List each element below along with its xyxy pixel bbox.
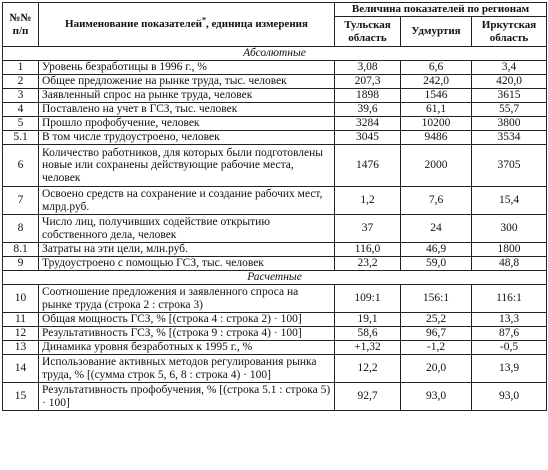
value-udmurtia: 24 [401,215,472,243]
row-number: 15 [3,383,39,411]
table-row [3,383,547,411]
row-number: 9 [3,257,39,271]
indicator-name: Динамика уровня безработных к 1995 г., % [39,341,335,355]
value-udmurtia: 46,9 [401,243,472,257]
value-tula: 3284 [335,117,401,131]
indicator-name: Число лиц, получивших содействие открытию собственного дела, человек [39,215,335,243]
value-udmurtia: 7,6 [401,187,472,215]
value-tula: +1,32 [335,341,401,355]
table-row [3,257,547,271]
row-number: 7 [3,187,39,215]
indicator-name: Освоено средств на сохранение и создание рабочих мест, млрд.руб. [39,187,335,215]
value-irkutsk: 300 [472,215,547,243]
value-irkutsk: 87,6 [472,327,547,341]
section-heading: Расчетные [3,271,547,285]
value-irkutsk: 93,0 [472,383,547,411]
footnote-mark: * [201,15,206,25]
table-row [3,145,547,187]
value-tula: 116,0 [335,243,401,257]
row-number: 6 [3,145,39,187]
value-tula: 58,6 [335,327,401,341]
value-udmurtia: 9486 [401,131,472,145]
indicator-name: Заявленный спрос на рынке труда, человек [39,89,335,103]
value-tula: 19,1 [335,313,401,327]
value-irkutsk: 3,4 [472,61,547,75]
value-udmurtia: 242,0 [401,75,472,89]
value-tula: 37 [335,215,401,243]
value-tula: 92,7 [335,383,401,411]
value-udmurtia: 93,0 [401,383,472,411]
row-number: 13 [3,341,39,355]
value-irkutsk: -0,5 [472,341,547,355]
row-number: 2 [3,75,39,89]
value-udmurtia: 25,2 [401,313,472,327]
value-irkutsk: 3705 [472,145,547,187]
table-row [3,285,547,313]
value-irkutsk: 55,7 [472,103,547,117]
value-irkutsk: 15,4 [472,187,547,215]
table-row [3,103,547,117]
value-tula: 39,6 [335,103,401,117]
row-number: 1 [3,61,39,75]
row-number: 4 [3,103,39,117]
section-calculated [3,271,547,285]
indicator-name: Затраты на эти цели, млн.руб. [39,243,335,257]
table-row [3,131,547,145]
row-number: 5 [3,117,39,131]
value-tula: 1476 [335,145,401,187]
indicator-name: Результативность профобучения, % [(строка 5.1 : строка 5) · 100] [39,383,335,411]
table-row [3,313,547,327]
indicator-name: Общая мощность ГСЗ, % [(строка 4 : строка 2) · 100] [39,313,335,327]
value-tula: 23,2 [335,257,401,271]
value-irkutsk: 13,9 [472,355,547,383]
value-udmurtia: 20,0 [401,355,472,383]
row-number: 5.1 [3,131,39,145]
indicator-name: Поставлено на учет в ГСЗ, тыс. человек [39,103,335,117]
value-udmurtia: 1546 [401,89,472,103]
header-regions-group: Величина показателей по регионам [335,3,547,17]
indicator-name: Использование активных методов регулирования рынка труда, % [(сумма строк 5, 6, 8 : строка 4) · 100] [39,355,335,383]
value-tula: 1898 [335,89,401,103]
value-irkutsk: 3800 [472,117,547,131]
table-row [3,327,547,341]
value-tula: 12,2 [335,355,401,383]
table-row [3,75,547,89]
value-tula: 109:1 [335,285,401,313]
indicator-name: Уровень безработицы в 1996 г., % [39,61,335,75]
value-irkutsk: 3534 [472,131,547,145]
header-indicator-title: Наименование показателей [65,18,202,31]
header-region-udmurtia: Удмуртия [401,17,472,47]
regional-labor-indicators-table [2,2,547,411]
row-number: 8.1 [3,243,39,257]
value-udmurtia: 61,1 [401,103,472,117]
row-number: 11 [3,313,39,327]
value-irkutsk: 3615 [472,89,547,103]
row-number: 14 [3,355,39,383]
value-udmurtia: 10200 [401,117,472,131]
row-number: 3 [3,89,39,103]
table-row [3,89,547,103]
indicator-name: Прошло профобучение, человек [39,117,335,131]
header-row-number: №№ п/п [3,3,39,47]
indicator-name: Соотношение предложения и заявленного спроса на рынке труда (строка 2 : строка 3) [39,285,335,313]
indicator-name: В том числе трудоустроено, человек [39,131,335,145]
section-heading: Абсолютные [3,47,547,61]
table-row [3,355,547,383]
section-absolute [3,47,547,61]
value-irkutsk: 48,8 [472,257,547,271]
indicator-name: Количество работников, для которых были подготовлены новые или сохранены действующие рабочие места, человек [39,145,335,187]
indicator-name: Трудоустроено с помощью ГСЗ, тыс. человек [39,257,335,271]
value-udmurtia: 156:1 [401,285,472,313]
header-indicator-name [39,3,335,47]
indicator-name: Результативность ГСЗ, % [(строка 9 : строка 4) · 100] [39,327,335,341]
header-region-irkutsk: Иркутская область [472,17,547,47]
row-number: 12 [3,327,39,341]
value-tula: 1,2 [335,187,401,215]
indicator-name: Общее предложение на рынке труда, тыс. человек [39,75,335,89]
value-udmurtia: 96,7 [401,327,472,341]
value-irkutsk: 1800 [472,243,547,257]
value-udmurtia: -1,2 [401,341,472,355]
table-row [3,117,547,131]
header-region-tula: Тульская область [335,17,401,47]
header-indicator-unit: , единица измерения [205,18,308,31]
value-irkutsk: 13,3 [472,313,547,327]
row-number: 8 [3,215,39,243]
table-row [3,215,547,243]
value-udmurtia: 2000 [401,145,472,187]
value-irkutsk: 116:1 [472,285,547,313]
table-row [3,243,547,257]
table-row [3,341,547,355]
value-udmurtia: 59,0 [401,257,472,271]
table-row [3,187,547,215]
table-row [3,61,547,75]
row-number: 10 [3,285,39,313]
value-tula: 207,3 [335,75,401,89]
value-tula: 3045 [335,131,401,145]
value-irkutsk: 420,0 [472,75,547,89]
value-udmurtia: 6,6 [401,61,472,75]
value-tula: 3,08 [335,61,401,75]
